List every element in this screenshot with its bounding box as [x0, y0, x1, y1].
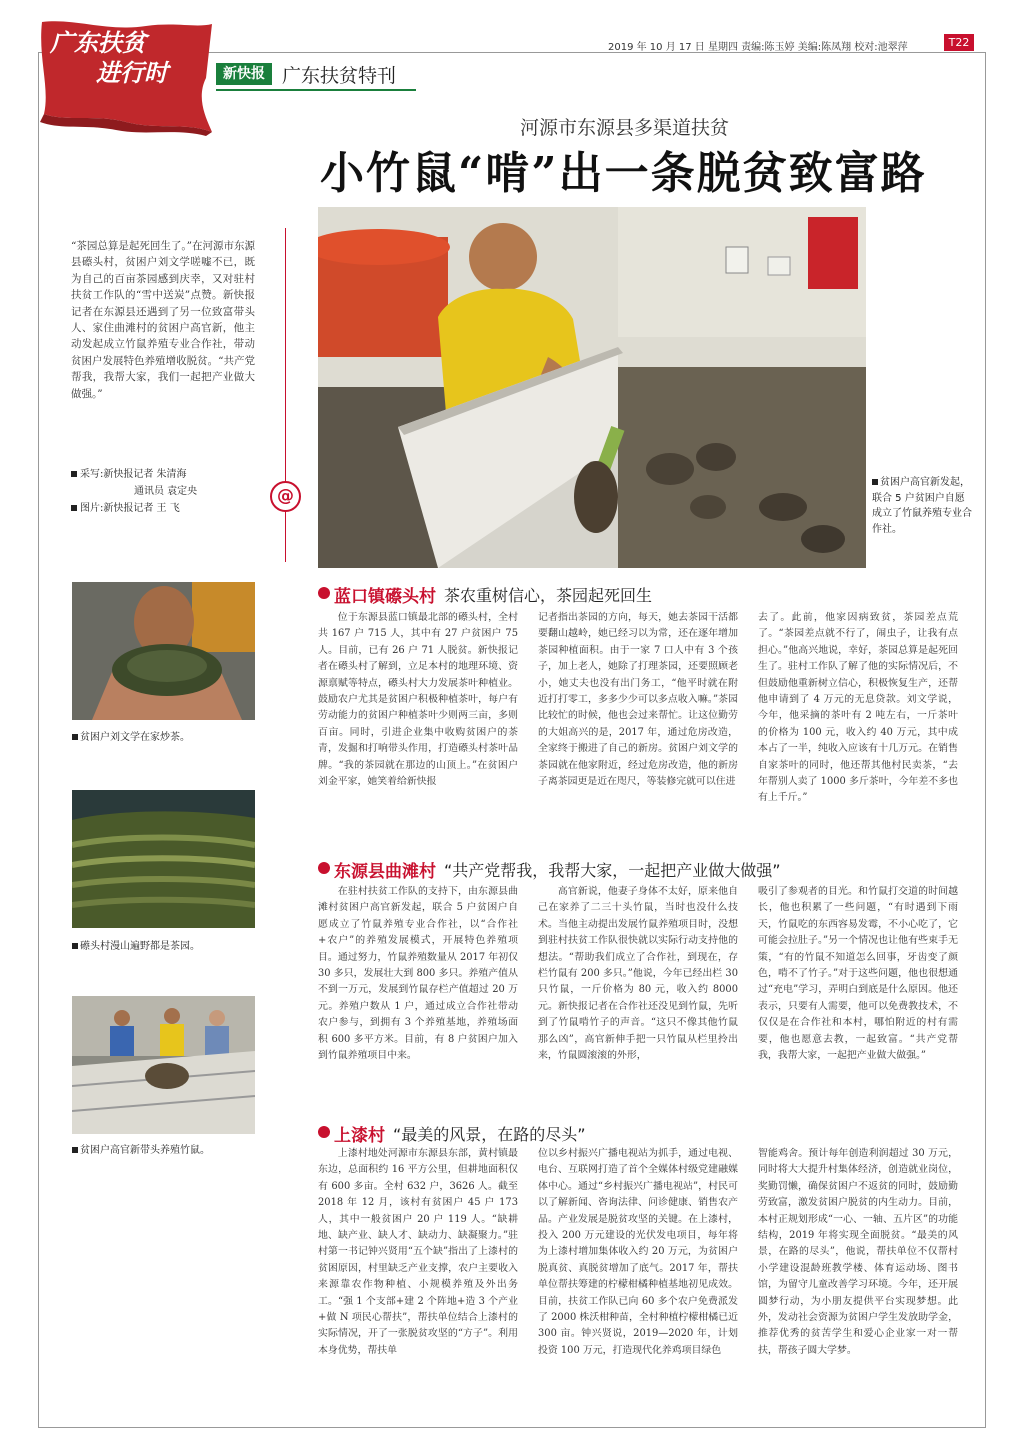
section-name: 上漆村	[334, 1126, 385, 1146]
frame-right-rule	[985, 52, 986, 1428]
photo-tea-hills	[72, 790, 255, 928]
byline	[71, 466, 271, 517]
article-column: 吸引了参观者的目光。和竹鼠打交道的时间越长，他也积累了一些问题，“有时遇到下雨天，竹鼠吃的东西容易发霉，不小心吃了，它可能会拉肚子。”另一个情况也让他有些束手无策，“有的竹鼠不知道怎么回事，牙齿变了颜色，啃不了竹子。”对于这些问题，他也很想通过“充电”学习，弄明白到底是什么原因。他还表示，只要有人需要，他可以免费教技术，不仅仅是在合作社和本村，哪怕附近的村有需要，他也愿意去教，一起致富。“共产党帮我，我帮大家，一起把产业做大做强。”	[758, 886, 958, 1062]
photo-bamboo-rat-farm	[72, 996, 255, 1134]
main-photo-bamboo-rat-farmer	[318, 207, 866, 568]
photo-caption-tea-hills: 礤头村漫山遍野都是茶园。	[72, 937, 200, 952]
main-photo-caption: 贫困户高官新发起，联合 5 户贫困户自愿成立了竹鼠养殖专业合作社。	[872, 477, 972, 535]
photo-tea-farmer	[72, 582, 255, 720]
issue-meta: 2019 年 10 月 17 日 星期四 责编:陈玉婷 美编:陈凤翔 校对:池翠萍	[608, 42, 908, 53]
article-column: 高官新说，他妻子身体不太好，原来他自己在家养了二三十头竹鼠，当时也没什么技术。当他主动提出发展竹鼠养殖项目时，没想到驻村扶贫工作队很快就以实际行动支持他的想法。“帮助我们成立了合作社，到现在，存栏竹鼠有 200 多只。”他说，今年已经出栏 30 只竹鼠，一斤价格为 80 元，收入约 8000 元。新快报记者在合作社还没见到竹鼠，先听到了竹鼠啃竹子的声音。“这只不像其他竹鼠那么凶”，高官新伸手把一只竹鼠从栏里拎出来，竹鼠圆滚滚的外形，	[538, 886, 738, 1062]
section-subtitle: “最美的风景，在路的尽头”	[393, 1125, 586, 1144]
bullet-square-icon	[72, 734, 78, 740]
section-name: 蓝口镇礤头村	[334, 587, 436, 607]
bullet-square-icon	[72, 943, 78, 949]
red-dot-icon	[318, 587, 330, 599]
byline-reporter: 采写:新快报记者 朱清海	[71, 466, 271, 483]
headline: 小竹鼠“啃”出一条脱贫致富路	[320, 148, 927, 199]
section-name: 东源县曲滩村	[334, 862, 436, 882]
bullet-square-icon	[72, 1147, 78, 1153]
at-icon: @	[270, 481, 301, 512]
brand-underline	[216, 89, 416, 91]
bullet-square-icon	[71, 471, 77, 477]
column-title-line1: 广东扶贫	[50, 28, 146, 57]
supplement-title: 广东扶贫特刊	[282, 65, 397, 87]
frame-bottom-rule	[38, 1427, 986, 1428]
photo-caption-tea-farmer: 贫困户刘文学在家炒茶。	[72, 728, 190, 743]
bullet-square-icon	[71, 505, 77, 511]
newspaper-brand: 新快报	[216, 63, 272, 85]
article-column: 去了。此前，他家因病致贫，茶园差点荒了。“茶园差点就不行了，闹虫子，让我有点担心。”他高兴地说，幸好，茶园总算是起死回生了。驻村工作队了解了他的实际情况后，不但鼓励他重新树立信心，积极恢复生产，还帮他申请到了 4 万元的无息贷款。刘文学说，今年，他采摘的茶叶有 2 吨左右，一斤茶叶的价格为 100 元，收入约 40 万元，其中成本占了一半，纯收入应该有十几万元。在销售自家茶叶的同时，他还帮其他村民卖茶，“去年帮别人卖了 1000 多斤茶叶，今年差不多也有上千斤。”	[758, 612, 958, 804]
red-dot-icon	[318, 1126, 330, 1138]
article-column: 智能鸡舍。预计每年创造利润超过 30 万元，同时将大大提升村集体经济，创造就业岗位，奖勤罚懒，确保贫困户不返贫的同时，鼓励勤劳致富，激发贫困户脱贫的内生动力。目前，本村正规划形成“一心、一轴、五片区”的功能结构，2019 年将实现全面脱贫。“最美的风景，在路的尽头”，他说，帮扶单位不仅帮村小学建设混龄班教学楼、体育运动场、图书馆，为留守儿童改善学习环境。今年，还开展圆梦行动，为小朋友提供平台实现梦想。此外，发动社会资源为贫困户学生发放助学金，推荐优秀的贫苦学生和爱心企业家一对一帮扶，帮孩子圆大学梦。	[758, 1148, 958, 1356]
section-heading-cuotou	[318, 582, 652, 607]
byline-photographer: 图片:新快报记者 王 飞	[71, 500, 271, 517]
section-heading-qutan	[318, 857, 781, 882]
article-column: 位于东源县蓝口镇最北部的礤头村，全村共 167 户 715 人，其中有 27 户贫困户 75 人。目前，已有 26 户 71 人脱贫。新快报记者在礤头村了解到，立足本村的地理环境、资源禀赋等特点，礤头村大力发展茶叶种植业。鼓励农户尤其是贫困户积极种植茶叶，每户有劳动能力的贫困户种植茶叶少则两三亩，多则百亩。同时，引进企业集中收购贫困户的茶青，发掘和打响带头作用，打造礤头村茶叶品牌。“我的茶园就在那边的山顶上。”在贫困户刘金平家，她笑着给新快报	[318, 612, 518, 788]
column-title-line2: 进行时	[96, 58, 168, 87]
bullet-square-icon	[872, 479, 878, 485]
article-column: 上漆村地处河源市东源县东部，黄村镇最东边，总面积约 16 平方公里，但耕地面积仅有 600 多亩。全村 632 户，3626 人。截至 2018 年 12 月，该村有贫困户 45 户 173 人，其中一般贫困户 20 户 119 人。“缺耕地、缺产业、缺人才、缺动力、缺凝聚力。”驻村第一书记钟兴贤用“五个缺”指出了上漆村的贫困原因，村里缺乏产业支撑，农户主要收入来源靠农作物种植、小规模养殖及外出务工。“强 1 个支部+建 2 个阵地+造 3 个产业+做 N 项民心帮扶”，帮扶单位结合上漆村的实际情况，开了一张脱贫攻坚的“方子”。利用本身优势，帮扶单	[318, 1148, 518, 1356]
section-heading-shangqi	[318, 1121, 586, 1146]
section-subtitle: “共产党帮我，我帮大家，一起把产业做大做强”	[444, 861, 781, 880]
page-number: T22	[944, 34, 974, 51]
section-subtitle: 茶农重树信心，茶园起死回生	[444, 586, 653, 605]
frame-left-rule	[38, 52, 39, 1428]
article-column: 记者指出茶园的方向，每天，她去茶园干活都要翻山越岭，她已经习以为常，还在逐年增加茶园种植面积。由于一家 7 口人中有 3 个孩子，加上老人，她除了打理茶园，还要照顾老小，她丈夫也没有出门务工，“他平时就在附近打打零工，多多少少可以多点收入嘛。”茶园比较忙的时候，他也会过来帮忙。让这位勤劳的大姐高兴的是，2017 年，通过危房改造，全家终于搬进了自己的新房。贫困户刘文学的茶园就在他家附近，经过危房改造，他的新房子离茶园更是近在咫尺，等装修完就可以住进	[538, 612, 738, 788]
column-title	[50, 28, 210, 88]
red-dot-icon	[318, 862, 330, 874]
lead-paragraph: “茶园总算是起死回生了。”在河源市东源县礤头村，贫困户刘文学嗟嘘不已，既为自己的百亩茶园感到庆幸，又对驻村扶贫工作队的“雪中送炭”点赞。新快报记者在东源县还遇到了另一位致富带头人、家住曲滩村的贫困户高官新，他主动发起成立竹鼠养殖专业合作社，带动贫困户发展特色养殖增收脱贫。“共产党帮我，我帮大家，我们一起把产业做大做强。”	[71, 240, 255, 400]
kicker: 河源市东源县多渠道扶贫	[520, 117, 730, 139]
article-column: 在驻村扶贫工作队的支持下，由东源县曲滩村贫困户高官新发起，联合 5 户贫困户自愿成立了竹鼠养殖专业合作社，以“合作社+农户”的养殖发展模式，开展特色养殖项目。通过努力，竹鼠养殖数量从 2017 年初仅 30 多只，发展壮大到 800 多只。养殖产值从不到一万元，发展到竹鼠存栏产值超过 20 万元。养殖户数从 1 户，通过成立合作社带动农户参与，到拥有 3 个养殖基地，养殖场面积 600 多平方米。目前，有 8 户贫困户加入到竹鼠养殖项目中来。	[318, 886, 518, 1062]
article-column: 位以乡村振兴广播电视站为抓手，通过电视、电台、互联网打造了首个全媒体村级党建融媒体中心。通过“乡村振兴广播电视站”，村民可以了解新闻、咨询法律、问诊健康、销售农产品。产业发展是脱贫攻坚的关键。在上漆村，投入 200 万元建设的光伏发电项目，每年将为上漆村增加集体收入约 20 万元，为贫困户脱真贫、真脱贫增加了底气。2017 年，帮扶单位帮扶筹建的柠檬柑橘种植基地初见成效。目前，扶贫工作队已向 60 多个农户免费派发了 2000 株沃柑种苗，全村种植柠檬柑橘已近 300 亩。钟兴贤说，2019—2020 年，计划投资 100 万元，打造现代化养鸡项目绿色	[538, 1148, 738, 1356]
byline-correspondent: 通讯员 袁定央	[134, 486, 198, 497]
photo-caption-bamboo-rat-farm: 贫困户高官新带头养殖竹鼠。	[72, 1141, 210, 1156]
